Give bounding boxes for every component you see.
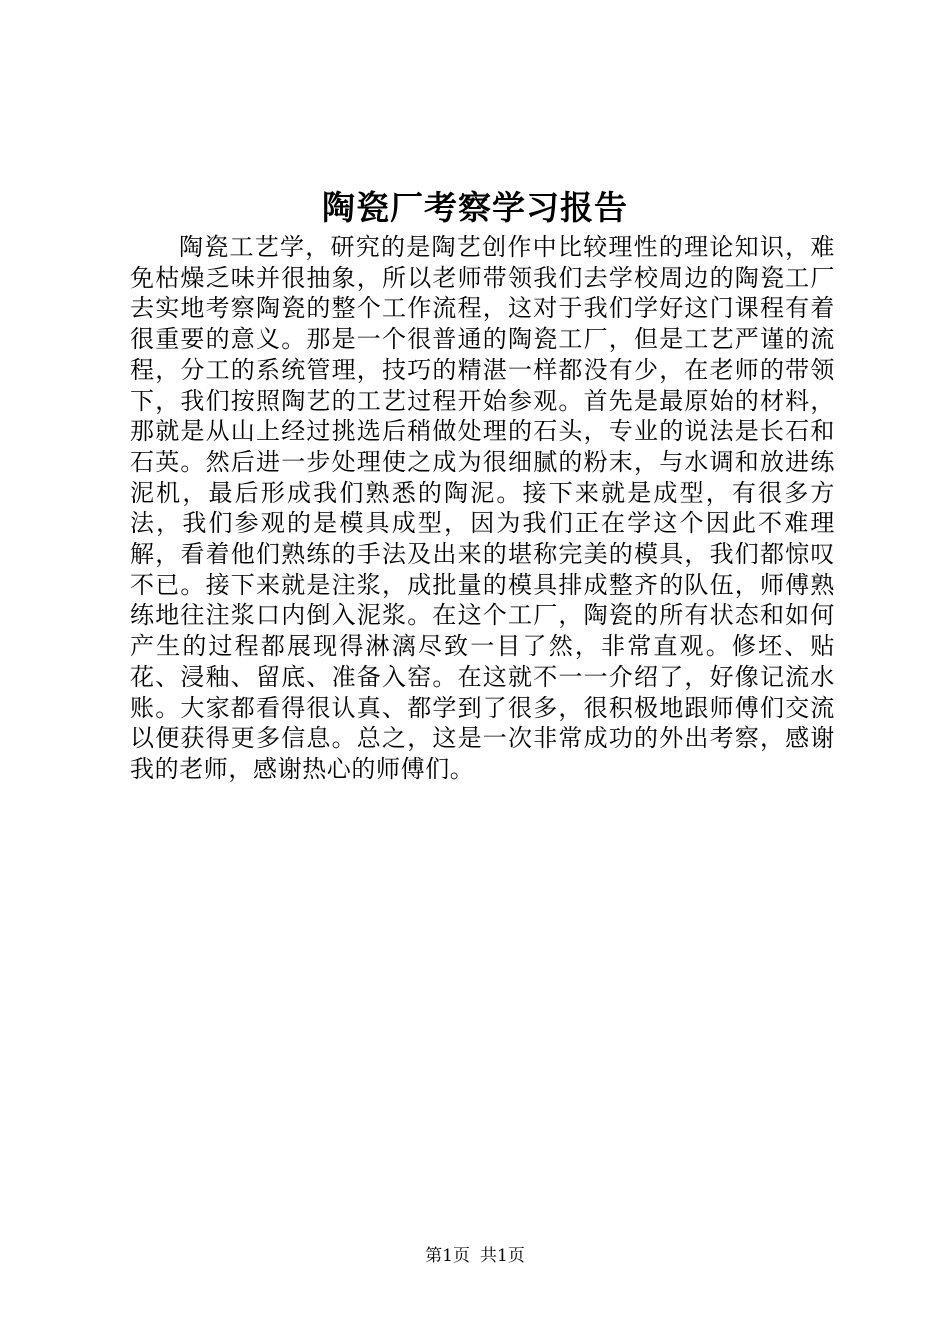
document-title: 陶瓷厂考察学习报告 [322,188,628,227]
document-body-paragraph: 陶瓷工艺学，研究的是陶艺创作中比较理性的理论知识，难免枯燥乏味并很抽象，所以老师带领我们去学校周边的陶瓷工厂去实地考察陶瓷的整个工作流程，这对于我们学好这门课程有着很重要的意义。那是一个很普通的陶瓷工厂，但是工艺严谨的流程，分工的系统管理，技巧的精湛一样都没有少，在老师的带领下，我们按照陶艺的工艺过程开始参观。首先是最原始的材料，那就是从山上经过挑选后稍做处理的石头，专业的说法是长石和石英。然后进一步处理使之成为很细腻的粉末，与水调和放进练泥机，最后形成我们熟悉的陶泥。接下来就是成型，有很多方法，我们参观的是模具成型，因为我们正在学这个因此不难理解，看着他们熟练的手法及出来的堪称完美的模具，我们都惊叹不已。接下来就是注浆，成批量的模具排成整齐的队伍，师傅熟练地往注浆口内倒入泥浆。在这个工厂，陶瓷的所有状态和如何产生的过程都展现得淋漓尽致一目了然，非常直观。修坯、贴花、浸釉、留底、准备入窑。在这就不一一介绍了，好像记流水账。大家都看得很认真、都学到了很多，很积极地跟师傅们交流以便获得更多信息。总之，这是一次非常成功的外出考察，感谢我的老师，感谢热心的师傅们。 [130,233,835,783]
page-footer [0,1244,950,1268]
page-total: 共1页 [480,1246,525,1266]
page-number: 第1页 [425,1246,470,1266]
